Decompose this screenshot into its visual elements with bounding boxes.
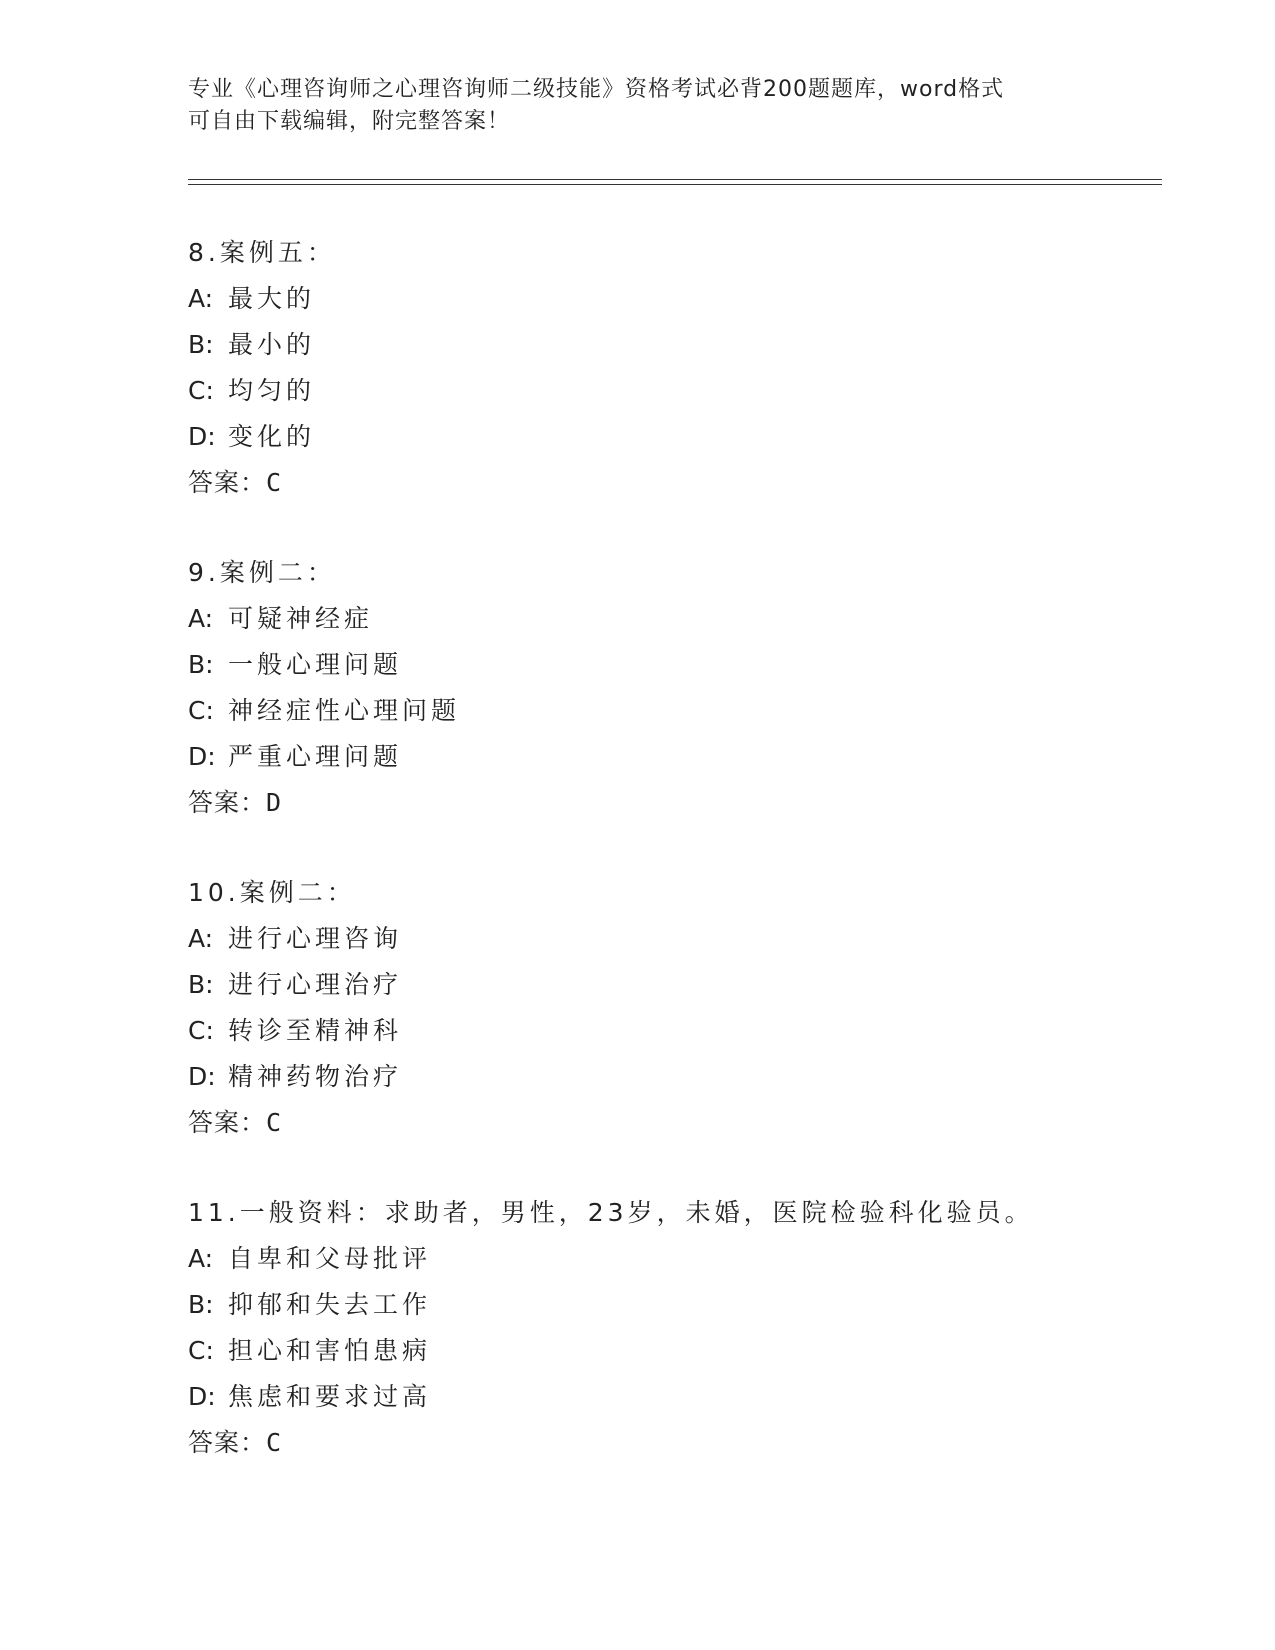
option-d (188, 734, 1138, 780)
option-text: 转诊至精神科 (228, 1016, 403, 1045)
question-stem: 8.案例五： (188, 238, 336, 267)
option-text: 自卑和父母批评 (228, 1244, 432, 1273)
answer-label: 答案： (188, 788, 267, 817)
question-stem: 11.一般资料：求助者，男性，23岁，未婚，医院检验科化验员。 (188, 1198, 1034, 1227)
option-text: 最大的 (228, 284, 316, 313)
question-block (188, 1190, 1138, 1466)
option-key: D: (188, 1062, 216, 1091)
option-key: B: (188, 650, 214, 679)
option-c (188, 688, 1138, 734)
option-a (188, 276, 1138, 322)
option-text: 焦虑和要求过高 (228, 1382, 432, 1411)
answer-value: C (266, 1428, 282, 1457)
option-key: C: (188, 1016, 214, 1045)
option-key: C: (188, 376, 214, 405)
header-divider-bottom (188, 184, 1162, 185)
option-d (188, 414, 1138, 460)
question-stem: 9.案例二： (188, 558, 336, 587)
option-text: 担心和害怕患病 (228, 1336, 432, 1365)
answer-line (188, 780, 1138, 826)
option-text: 精神药物治疗 (228, 1062, 403, 1091)
header-title-line-2: 可自由下载编辑，附完整答案！ (188, 109, 511, 134)
option-text: 严重心理问题 (228, 742, 403, 771)
question-stem: 10.案例二： (188, 878, 356, 907)
option-key: B: (188, 1290, 214, 1319)
option-d (188, 1374, 1138, 1420)
answer-label: 答案： (188, 1108, 267, 1137)
answer-label: 答案： (188, 468, 267, 497)
question-block (188, 870, 1138, 1146)
document-header (188, 74, 1088, 138)
option-c (188, 368, 1138, 414)
answer-line (188, 1100, 1138, 1146)
option-b (188, 962, 1138, 1008)
option-b (188, 322, 1138, 368)
option-key: A: (188, 284, 214, 313)
option-c (188, 1328, 1138, 1374)
option-text: 最小的 (228, 330, 316, 359)
option-text: 可疑神经症 (228, 604, 374, 633)
question-block (188, 550, 1138, 826)
header-divider-top (188, 179, 1162, 180)
option-key: B: (188, 970, 214, 999)
option-b (188, 1282, 1138, 1328)
option-key: C: (188, 696, 214, 725)
option-key: B: (188, 330, 214, 359)
option-a (188, 916, 1138, 962)
header-title-line-1: 专业《心理咨询师之心理咨询师二级技能》资格考试必背200题题库，word格式 (188, 77, 1005, 102)
option-c (188, 1008, 1138, 1054)
option-text: 抑郁和失去工作 (228, 1290, 432, 1319)
option-key: D: (188, 422, 216, 451)
option-d (188, 1054, 1138, 1100)
option-key: C: (188, 1336, 214, 1365)
option-a (188, 1236, 1138, 1282)
answer-line (188, 1420, 1138, 1466)
option-text: 均匀的 (228, 376, 316, 405)
option-text: 进行心理治疗 (228, 970, 403, 999)
option-key: A: (188, 1244, 214, 1273)
option-key: A: (188, 924, 214, 953)
answer-line (188, 460, 1138, 506)
option-text: 进行心理咨询 (228, 924, 403, 953)
answer-label: 答案： (188, 1428, 267, 1457)
question-block (188, 230, 1138, 506)
option-text: 变化的 (228, 422, 316, 451)
option-key: D: (188, 1382, 216, 1411)
option-text: 神经症性心理问题 (228, 696, 461, 725)
option-key: A: (188, 604, 214, 633)
option-b (188, 642, 1138, 688)
answer-value: C (266, 1108, 282, 1137)
answer-value: C (266, 468, 282, 497)
answer-value: D (266, 788, 282, 817)
option-a (188, 596, 1138, 642)
option-text: 一般心理问题 (228, 650, 403, 679)
option-key: D: (188, 742, 216, 771)
